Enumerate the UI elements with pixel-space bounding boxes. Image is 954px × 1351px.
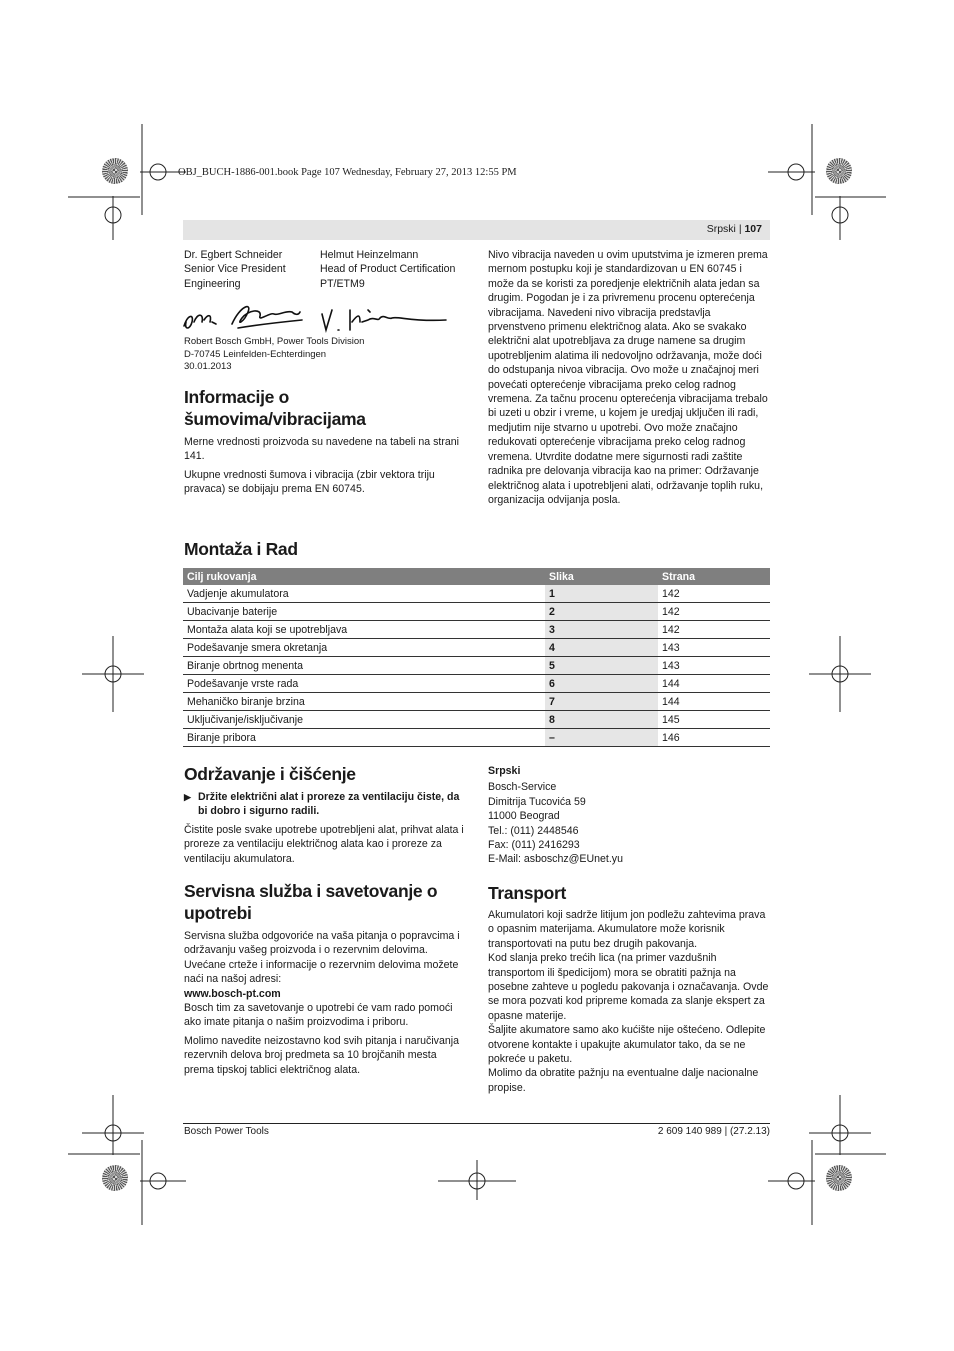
- vibration-paragraph: Nivo vibracija naveden u ovim uputstvima je izmeren prema mernom postupku koji je standardizovan u EN 60745 i može da se koristi za poredjenje električnih alata jedan sa drugim. Pogodan je i za privremenu procenu opterećenja vibracijama. Navedeni nivo vibracija predstavlja prvenstveno primenu električnog alata. Ako se svakako električni alat upotrebljava za druge namene sa drugim upotrebljenim alatima ili nedovoljno održavanja, može doći do odstupanja nivoa vibracija. Ovo može u značajnoj meri povećati opterećenje vibracijama preko celog radnog vremena. Za tačnu procenu opterećenja vibracijama trebalo bi uzeti u obzir i vreme, u kojem je uredjaj uključen ili radi, medjutim nije stvarno u upotrebi. Ovo može značajno redukovati opterećenje vibracijama preko celog radnog vremena. Utvrdite dodatne mere sigurnosti radi zaštite radnika pre delovanja vibracija kao na primer: Održavanje električnog alata i upotrebljeni alati, održavanje toplih ruku, organizacija odvijanja posla.: [488, 249, 768, 506]
- table-cell-figure: 1: [545, 585, 658, 603]
- column-header-page: Strana: [658, 568, 770, 585]
- footer-right: 2 609 140 989 | (27.2.13): [657, 1126, 770, 1137]
- registration-mark-icon: [102, 1165, 128, 1191]
- service-paragraph-3: Molimo navedite neizostavno kod svih pitanja i naručivanja rezervnih delova broj predmeta sa 10 brojčanih mesta prema tipskoj tablici električnog alata.: [184, 1034, 460, 1076]
- service-paragraph-1: Servisna služba odgovoriće na vaša pitanja o popravcima i održavanju vašeg proizvoda i o rezervnim delovima. Uvećane crteže i informacije o rezervnim delovima možete naći na našoj adresi:: [184, 930, 460, 986]
- table-cell-action: Biranje obrtnog menenta: [183, 657, 545, 675]
- noise-paragraph-1: Merne vrednosti proizvoda su navedene na tabeli na strani 141.: [184, 436, 460, 463]
- table-cell-figure: 3: [545, 621, 658, 639]
- table-cell-page: 145: [658, 711, 770, 729]
- table-cell-figure: 6: [545, 675, 658, 693]
- maintenance-bullet: [184, 790, 466, 819]
- montage-heading: Montaža i Rad: [184, 539, 298, 559]
- signatory-right-title2: PT/ETM9: [320, 277, 365, 290]
- table-cell-figure: 7: [545, 693, 658, 711]
- registration-mark-icon: [826, 1165, 852, 1191]
- table-cell-action: Vadjenje akumulatora: [183, 585, 545, 603]
- table-cell-page: 144: [658, 675, 770, 693]
- signatory-left-name: Dr. Egbert Schneider: [184, 249, 283, 261]
- table-cell-action: Mehaničko biranje brzina: [183, 693, 545, 711]
- address-line: Dimitrija Tucovića 59: [488, 795, 586, 808]
- company-line1: Robert Bosch GmbH, Power Tools Division: [184, 336, 365, 347]
- noise-section: [184, 386, 466, 497]
- signatory-right-title1: Head of Product Certification: [320, 263, 456, 276]
- table-row: [183, 603, 770, 621]
- table-cell-page: 143: [658, 657, 770, 675]
- service-url[interactable]: www.bosch-pt.com: [184, 987, 281, 1000]
- header-language: Srpski: [706, 223, 736, 235]
- table-row: [183, 675, 770, 693]
- transport-paragraph-2: Kod slanja preko trećih lica (na primer vazdušnih transportom ili špedicijom) mora se obratiti pažnja na posebne zahteve u pogledu pakovanja i označavanja. Ovde se mora pozvati kod pripreme komada za slanje ekspert za opasne materije.: [488, 952, 769, 1022]
- table-row: [183, 639, 770, 657]
- signatory-left-title1: Senior Vice President: [184, 263, 286, 276]
- signatory-right: [320, 248, 470, 291]
- page-header: [183, 220, 770, 240]
- bullet-arrow-icon: ▶: [184, 792, 191, 802]
- transport-section: [488, 882, 770, 1095]
- signatory-left: [184, 248, 320, 291]
- maintenance-section: [184, 763, 466, 866]
- print-info: OBJ_BUCH-1886-001.book Page 107 Wednesday, February 27, 2013 12:55 PM: [178, 167, 517, 178]
- address-line: Bosch-Service: [488, 781, 557, 794]
- header-language-page: Srpski | 107: [706, 223, 762, 235]
- table-row: [183, 585, 770, 603]
- table-row: [183, 693, 770, 711]
- column-header-figure: Slika: [545, 568, 658, 585]
- table-row: [183, 711, 770, 729]
- table-cell-page: 146: [658, 729, 770, 747]
- table-cell-action: Montaža alata koji se upotrebljava: [183, 621, 545, 639]
- noise-paragraph-2: Ukupne vrednosti šumova i vibracija (zbir vektora triju pravaca) se dobijaju prema EN 60745.: [184, 468, 435, 496]
- table-row: [183, 657, 770, 675]
- registration-mark-icon: [826, 158, 852, 184]
- signatory-left-title2: Engineering: [184, 277, 241, 290]
- service-heading: Servisna služba i savetovanje o upotrebi: [184, 881, 438, 923]
- table-cell-page: 142: [658, 621, 770, 639]
- address-line: 11000 Beograd: [488, 810, 560, 823]
- maintenance-heading: Održavanje i čišćenje: [184, 764, 356, 784]
- table-cell-figure: 5: [545, 657, 658, 675]
- transport-paragraph-1: Akumulatori koji sadrže litijum jon podležu zahtevima prava o opasnim materijama. Akumulatore može korisnik transportovati na putu bez drugih pakovanja.: [488, 909, 766, 950]
- table-cell-page: 143: [658, 639, 770, 657]
- table-header-row: [183, 568, 770, 585]
- service-section: [184, 880, 466, 1077]
- table-cell-action: Uključivanje/isključivanje: [183, 711, 545, 729]
- table-cell-figure: 2: [545, 603, 658, 621]
- table-cell-action: Podešavanje smera okretanja: [183, 639, 545, 657]
- footer-rule: [183, 1123, 770, 1124]
- table-cell-figure: 4: [545, 639, 658, 657]
- company-date: 30.01.2013: [184, 361, 232, 372]
- service-paragraph-2: Bosch tim za savetovanje o upotrebi će vam rado pomoći ako imate pitanja o našim proizvodima i priboru.: [184, 1002, 453, 1029]
- table-cell-page: 142: [658, 585, 770, 603]
- maintenance-bullet-text: Držite električni alat i proreze za ventilaciju čiste, da bi dobro i sigurno radili.: [198, 791, 460, 818]
- column-header-action: Cilj rukovanja: [183, 568, 545, 585]
- table-cell-action: Biranje pribora: [183, 729, 545, 747]
- company-line2: D-70745 Leinfelden-Echterdingen: [184, 348, 327, 360]
- address-country: Srpski: [488, 765, 521, 777]
- address-phone: Tel.: (011) 2448546: [488, 824, 579, 837]
- noise-heading: Informacije o šumovima/vibracijama: [184, 387, 366, 429]
- signatory-right-name: Helmut Heinzelmann: [320, 249, 419, 261]
- address-fax: Fax: (011) 2416293: [488, 839, 580, 852]
- page-number: 107: [744, 223, 762, 235]
- company-block: [184, 336, 364, 374]
- table-cell-page: 142: [658, 603, 770, 621]
- transport-heading: Transport: [488, 883, 567, 903]
- table-cell-page: 144: [658, 693, 770, 711]
- address-email[interactable]: E-Mail: asboschz@EUnet.yu: [488, 853, 623, 866]
- registration-mark-icon: [102, 158, 128, 184]
- signature-image: [182, 300, 452, 336]
- table-cell-action: Ubacivanje baterije: [183, 603, 545, 621]
- table-cell-figure: 8: [545, 711, 658, 729]
- table-row: [183, 729, 770, 747]
- montage-table: [183, 568, 770, 747]
- footer-left: Bosch Power Tools: [184, 1126, 269, 1137]
- table-row: [183, 621, 770, 639]
- maintenance-paragraph: Čistite posle svake upotrebe upotrebljeni alat, prihvat alata i proreze za ventilaciju električnog alata kao i proreze za ventilaciju akumulatora.: [184, 823, 464, 865]
- table-cell-action: Podešavanje vrste rada: [183, 675, 545, 693]
- table-cell-figure: –: [545, 729, 658, 747]
- transport-paragraph-4: Molimo da obratite pažnju na eventualne dalje nacionalne propise.: [488, 1067, 759, 1094]
- transport-paragraph-3: Šaljite akumatore samo ako kućište nije oštećeno. Odlepite otvorene kontakte i upakujte akumulator tako, da se ne pokreće u paketu.: [488, 1024, 766, 1066]
- address-block: [488, 764, 770, 867]
